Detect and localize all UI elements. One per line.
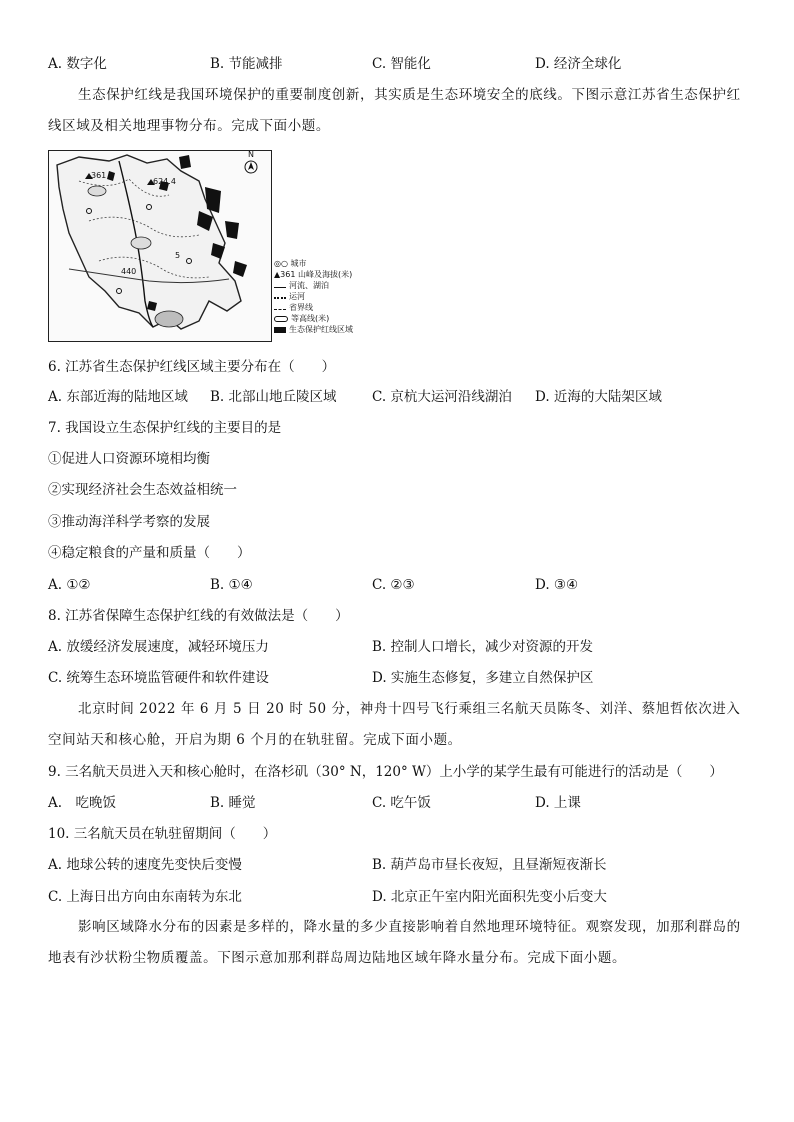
q9-option-a: A. 吃晚饭 [48, 795, 117, 811]
map-legend [274, 258, 353, 335]
legend-contour: 等高线(米) [274, 313, 353, 324]
q7-item: ④稳定粮食的产量和质量（ ） [48, 545, 251, 561]
q7-stem: 7. 我国设立生态保护红线的主要目的是 [48, 420, 282, 436]
q10-option-b: B. 葫芦岛市昼长夜短，且昼渐短夜渐长 [372, 857, 607, 873]
q6-option-a: A. 东部近海的陆地区域 [48, 389, 188, 405]
elevation-label: 440 [121, 267, 137, 276]
q5-option-b: B. 节能减排 [210, 56, 283, 72]
q6-stem: 6. 江苏省生态保护红线区域主要分布在（ ） [48, 359, 336, 375]
q9-option-b: B. 睡觉 [210, 795, 256, 811]
legend-river-lake: 河流、湖泊 [274, 280, 353, 291]
intro-paragraph-canary: 影响区域降水分布的因素是多样的，降水量的多少直接影响着自然地理环境特征。观察发现，加那利群岛的地表有沙状粉尘物质覆盖。下图示意加那利群岛周边陆地区域年降水量分布。完成下面小题。 [48, 919, 741, 966]
q7-item: ①促进人口资源环境相均衡 [48, 451, 210, 467]
q7-option-c: C. ②③ [372, 577, 415, 593]
q8-option-c: C. 统筹生态环境监管硬件和软件建设 [48, 670, 269, 686]
q8-option-b: B. 控制人口增长，减少对资源的开发 [372, 639, 594, 655]
elevation-label: 5 [175, 251, 181, 260]
elevation-label: 624.4 [153, 177, 176, 186]
q6-option-b: B. 北部山地丘陵区域 [210, 389, 337, 405]
north-label: N [248, 150, 254, 159]
legend-redline-area: 生态保护红线区域 [274, 324, 353, 335]
legend-peak: ▲361 山峰及海拔(米) [274, 270, 353, 279]
q10-option-a: A. 地球公转的速度先变快后变慢 [48, 857, 242, 873]
intro-paragraph-redline: 生态保护红线是我国环境保护的重要制度创新，其实质是生态环境安全的底线。下图示意江苏省生态保护红线区域及相关地理事物分布。完成下面小题。 [48, 87, 741, 134]
q9-option-d: D. 上课 [535, 795, 581, 811]
q10-stem: 10. 三名航天员在轨驻留期间（ ） [48, 826, 277, 842]
q5-option-d: D. 经济全球化 [535, 56, 622, 72]
legend-province-border: 省界线 [274, 302, 353, 313]
q7-option-d: D. ③④ [535, 577, 579, 593]
legend-city: ◎○ 城市 [274, 259, 307, 268]
q9-stem: 9. 三名航天员进入天和核心舱时，在洛杉矶（30° N，120° W）上小学的某学生最有可能进行的活动是（ ） [48, 764, 723, 780]
q7-option-a: A. ①② [48, 577, 91, 593]
q6-option-c: C. 京杭大运河沿线湖泊 [372, 389, 512, 405]
legend-canal: 运河 [274, 291, 353, 302]
q10-option-c: C. 上海日出方向由东南转为东北 [48, 889, 242, 905]
q9-option-c: C. 吃午饭 [372, 795, 431, 811]
q7-item: ②实现经济社会生态效益相统一 [48, 482, 237, 498]
q8-option-d: D. 实施生态修复，多建立自然保护区 [372, 670, 594, 686]
q6-option-d: D. 近海的大陆架区域 [535, 389, 662, 405]
q10-option-d: D. 北京正午室内阳光面积先变小后变大 [372, 889, 607, 905]
q7-option-b: B. ①④ [210, 577, 253, 593]
jiangsu-redline-map [48, 150, 272, 342]
elevation-label: 361 [91, 171, 107, 180]
q8-option-a: A. 放缓经济发展速度，减轻环境压力 [48, 639, 269, 655]
q8-stem: 8. 江苏省保障生态保护红线的有效做法是（ ） [48, 608, 349, 624]
intro-paragraph-shenzhou: 北京时间 2022 年 6 月 5 日 20 时 50 分，神舟十四号飞行乘组三名航天员陈冬、刘洋、蔡旭哲依次进入空间站天和核心舱，开启为期 6 个月的在轨驻留。完成下面小题。 [48, 701, 741, 748]
q5-option-a: A. 数字化 [48, 56, 107, 72]
q5-option-c: C. 智能化 [372, 56, 431, 72]
q7-item: ③推动海洋科学考察的发展 [48, 514, 210, 530]
